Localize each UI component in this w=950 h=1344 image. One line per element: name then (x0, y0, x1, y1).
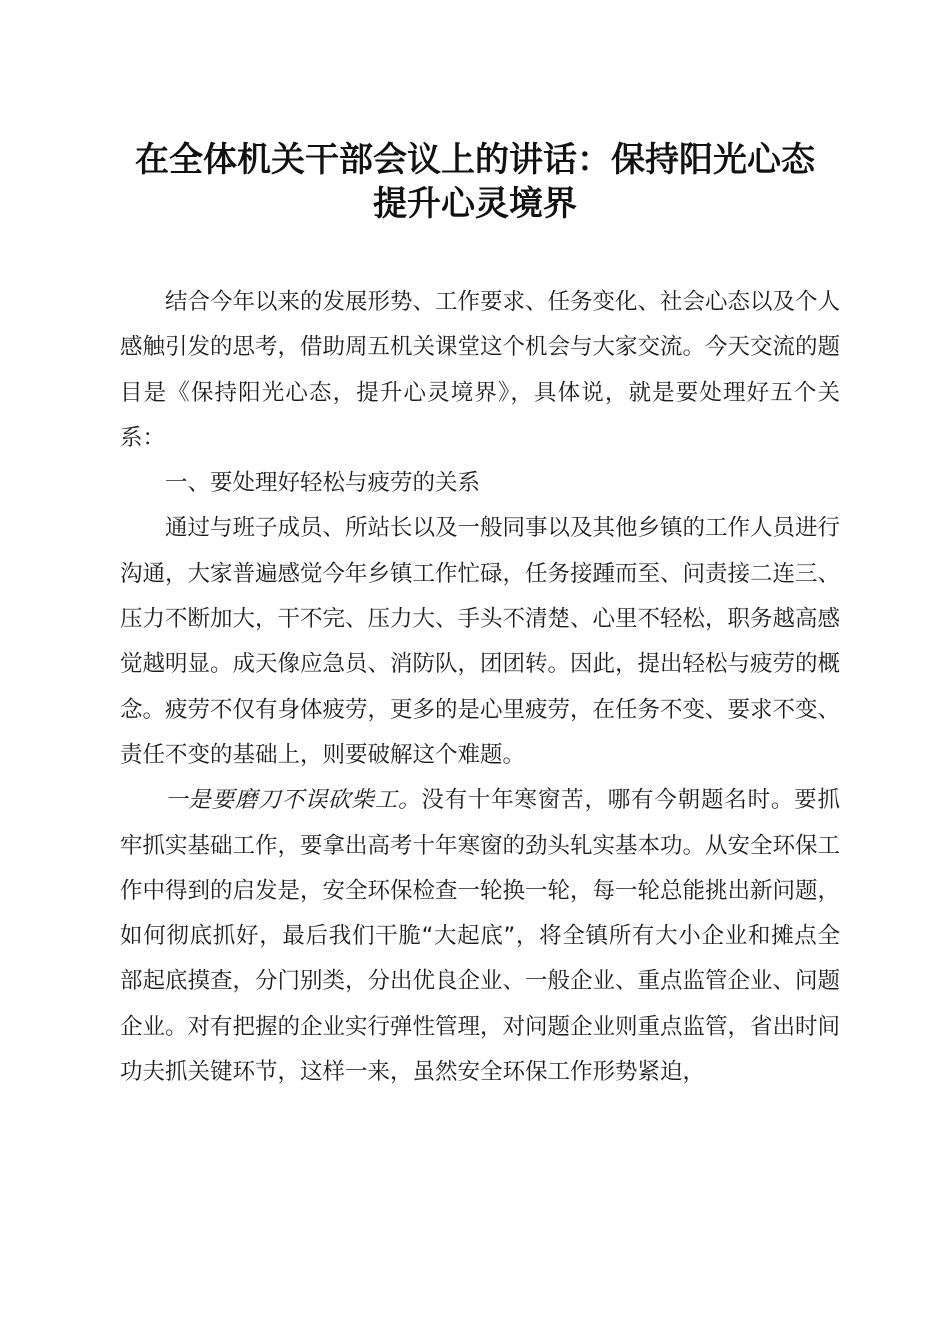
document-title (90, 138, 860, 226)
paragraph-1: 通过与班子成员、所站长以及一般同事以及其他乡镇的工作人员进行沟通，大家普遍感觉今年乡镇工作忙碌，任务接踵而至、问责接二连三、压力不断加大，干不完、压力大、手头不清楚、心里不轻松，职务越高感觉越明显。成天像应急员、消防队，团团转。因此，提出轻松与疲劳的概念。疲劳不仅有身体疲劳，更多的是心里疲劳，在任务不变、要求不变、责任不变的基础上，则要破解这个难题。 (120, 515, 841, 768)
title-line-2: 提升心灵境界 (373, 184, 577, 224)
point-1-lead: 一是要磨刀不误砍柴工。 (165, 787, 422, 814)
document-body (120, 280, 840, 1095)
intro-paragraph: 结合今年以来的发展形势、工作要求、任务变化、社会心态以及个人感触引发的思考，借助周五机关课堂这个机会与大家交流。今天交流的题目是《保持阳光心态，提升心灵境界》，具体说，就是要处理好五个关系： (120, 289, 841, 451)
title-line-1: 在全体机关干部会议上的讲话：保持阳光心态 (135, 140, 815, 180)
paragraph-2 (120, 778, 840, 1095)
point-1-text: 没有十年寒窗苦，哪有今朝题名时。要抓牢抓实基础工作，要拿出高考十年寒窗的劲头轧实基本功。从安全环保工作中得到的启发是，安全环保检查一轮换一轮，每一轮总能挑出新问题，如何彻底抓好，最后我们干脆“大起底”，将全镇所有大小企业和摊点全部起底摸查，分门别类，分出优良企业、一般企业、重点监管企业、问题企业。对有把握的企业实行弹性管理，对问题企业则重点监管，省出时间功夫抓关键环节，这样一来，虽然安全环保工作形势紧迫， (120, 787, 841, 1086)
section-heading-1: 一、要处理好轻松与疲劳的关系 (165, 470, 481, 497)
